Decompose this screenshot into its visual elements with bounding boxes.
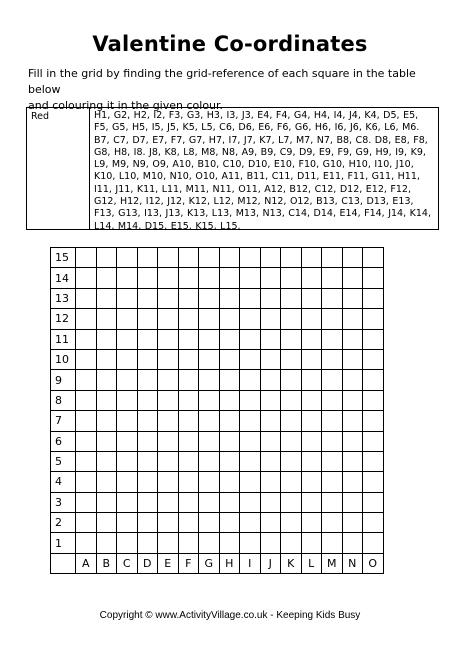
coordinate-grid (50, 247, 384, 574)
grid-cell[interactable] (117, 288, 138, 308)
grid-row (51, 349, 384, 369)
grid-table (50, 247, 384, 574)
grid-cell[interactable] (240, 492, 261, 512)
grid-cell[interactable] (322, 513, 343, 533)
grid-cell[interactable] (158, 309, 179, 329)
grid-cell[interactable] (219, 451, 240, 471)
grid-row (51, 533, 384, 553)
grid-cell[interactable] (219, 472, 240, 492)
grid-cell[interactable] (281, 390, 302, 410)
grid-cell[interactable] (76, 513, 97, 533)
grid-cell[interactable] (178, 309, 199, 329)
grid-cell[interactable] (137, 492, 158, 512)
grid-cell[interactable] (158, 533, 179, 553)
row-label: 15 (51, 248, 76, 268)
grid-cell[interactable] (158, 329, 179, 349)
grid-cell[interactable] (178, 492, 199, 512)
grid-cell[interactable] (178, 329, 199, 349)
grid-cell[interactable] (240, 451, 261, 471)
grid-cell[interactable] (76, 390, 97, 410)
grid-cell[interactable] (76, 248, 97, 268)
grid-cell[interactable] (178, 349, 199, 369)
grid-cell[interactable] (137, 248, 158, 268)
grid-cell[interactable] (240, 533, 261, 553)
grid-cell[interactable] (260, 248, 281, 268)
grid-cell[interactable] (158, 451, 179, 471)
grid-cell[interactable] (137, 431, 158, 451)
grid-cell[interactable] (178, 390, 199, 410)
grid-cell[interactable] (96, 309, 117, 329)
grid-cell[interactable] (199, 451, 220, 471)
grid-cell[interactable] (240, 248, 261, 268)
grid-cell[interactable] (342, 248, 363, 268)
grid-row (51, 329, 384, 349)
grid-row (51, 309, 384, 329)
column-label: M (322, 553, 343, 573)
grid-cell[interactable] (96, 472, 117, 492)
grid-cell[interactable] (301, 309, 322, 329)
column-label: J (260, 553, 281, 573)
grid-cell[interactable] (281, 309, 302, 329)
row-label: 3 (51, 492, 76, 512)
grid-cell[interactable] (342, 533, 363, 553)
grid-cell[interactable] (137, 533, 158, 553)
grid-cell[interactable] (178, 288, 199, 308)
grid-cell[interactable] (96, 451, 117, 471)
grid-cell[interactable] (301, 329, 322, 349)
grid-cell[interactable] (96, 411, 117, 431)
grid-cell[interactable] (199, 248, 220, 268)
grid-cell[interactable] (76, 349, 97, 369)
grid-cell[interactable] (117, 349, 138, 369)
grid-cell[interactable] (301, 472, 322, 492)
column-label: L (301, 553, 322, 573)
grid-row (51, 268, 384, 288)
grid-cell[interactable] (240, 390, 261, 410)
grid-cell[interactable] (117, 492, 138, 512)
grid-cell[interactable] (363, 329, 384, 349)
grid-cell[interactable] (363, 411, 384, 431)
grid-cell[interactable] (199, 492, 220, 512)
grid-cell[interactable] (117, 533, 138, 553)
column-label: C (117, 553, 138, 573)
grid-cell[interactable] (322, 411, 343, 431)
grid-row (51, 288, 384, 308)
grid-cell[interactable] (117, 248, 138, 268)
grid-cell[interactable] (342, 329, 363, 349)
grid-cell[interactable] (260, 349, 281, 369)
grid-cell[interactable] (219, 268, 240, 288)
grid-cell[interactable] (178, 451, 199, 471)
grid-cell[interactable] (219, 370, 240, 390)
grid-cell[interactable] (301, 349, 322, 369)
grid-cell[interactable] (342, 492, 363, 512)
grid-cell[interactable] (76, 288, 97, 308)
grid-cell[interactable] (342, 390, 363, 410)
grid-cell[interactable] (137, 513, 158, 533)
grid-cell[interactable] (281, 268, 302, 288)
grid-cell[interactable] (322, 349, 343, 369)
grid-cell[interactable] (260, 370, 281, 390)
column-label: H (219, 553, 240, 573)
grid-cell[interactable] (260, 288, 281, 308)
row-label: 7 (51, 411, 76, 431)
grid-cell[interactable] (363, 472, 384, 492)
grid-cell[interactable] (260, 411, 281, 431)
column-label: G (199, 553, 220, 573)
grid-cell[interactable] (76, 492, 97, 512)
grid-cell[interactable] (96, 533, 117, 553)
instructions-line-2: and colouring it in the given colour. (28, 99, 224, 112)
grid-cell[interactable] (137, 329, 158, 349)
column-label: A (76, 553, 97, 573)
grid-cell[interactable] (219, 533, 240, 553)
grid-cell[interactable] (260, 451, 281, 471)
row-label: 10 (51, 349, 76, 369)
row-label: 6 (51, 431, 76, 451)
grid-cell[interactable] (322, 268, 343, 288)
grid-cell[interactable] (96, 248, 117, 268)
grid-cell[interactable] (322, 248, 343, 268)
grid-cell[interactable] (322, 370, 343, 390)
grid-cell[interactable] (260, 492, 281, 512)
grid-cell[interactable] (219, 329, 240, 349)
grid-cell[interactable] (158, 472, 179, 492)
grid-cell[interactable] (199, 309, 220, 329)
grid-cell[interactable] (363, 513, 384, 533)
grid-cell[interactable] (137, 451, 158, 471)
row-label: 11 (51, 329, 76, 349)
grid-cell[interactable] (322, 472, 343, 492)
grid-cell[interactable] (158, 390, 179, 410)
grid-cell[interactable] (137, 370, 158, 390)
grid-cell[interactable] (219, 288, 240, 308)
grid-cell[interactable] (322, 288, 343, 308)
grid-cell[interactable] (199, 431, 220, 451)
grid-cell[interactable] (158, 411, 179, 431)
grid-cell[interactable] (96, 349, 117, 369)
corner-cell (51, 553, 76, 573)
grid-cell[interactable] (199, 329, 220, 349)
grid-cell[interactable] (158, 248, 179, 268)
grid-cell[interactable] (240, 513, 261, 533)
grid-cell[interactable] (199, 390, 220, 410)
grid-cell[interactable] (76, 309, 97, 329)
grid-cell[interactable] (219, 349, 240, 369)
grid-cell[interactable] (281, 411, 302, 431)
grid-cell[interactable] (240, 411, 261, 431)
grid-cell[interactable] (158, 492, 179, 512)
grid-cell[interactable] (301, 431, 322, 451)
colour-name-cell: Red (27, 108, 90, 229)
grid-cell[interactable] (260, 533, 281, 553)
grid-cell[interactable] (117, 451, 138, 471)
row-label: 9 (51, 370, 76, 390)
grid-cell[interactable] (301, 288, 322, 308)
grid-cell[interactable] (96, 288, 117, 308)
grid-cell[interactable] (363, 451, 384, 471)
grid-cell[interactable] (178, 248, 199, 268)
grid-cell[interactable] (199, 533, 220, 553)
grid-cell[interactable] (219, 492, 240, 512)
grid-cell[interactable] (281, 492, 302, 512)
grid-cell[interactable] (363, 533, 384, 553)
page-title: Valentine Co-ordinates (92, 32, 368, 56)
grid-cell[interactable] (240, 370, 261, 390)
grid-cell[interactable] (76, 411, 97, 431)
grid-cell[interactable] (137, 411, 158, 431)
grid-row (51, 370, 384, 390)
grid-cell[interactable] (363, 431, 384, 451)
grid-cell[interactable] (301, 390, 322, 410)
grid-cell[interactable] (322, 451, 343, 471)
grid-cell[interactable] (199, 472, 220, 492)
grid-cell[interactable] (117, 329, 138, 349)
grid-cell[interactable] (240, 268, 261, 288)
row-label: 4 (51, 472, 76, 492)
grid-cell[interactable] (240, 329, 261, 349)
row-label: 1 (51, 533, 76, 553)
grid-cell[interactable] (363, 370, 384, 390)
copyright-footer: Copyright © www.ActivityVillage.co.uk - Keeping Kids Busy (99, 610, 361, 621)
grid-cell[interactable] (260, 431, 281, 451)
grid-cell[interactable] (76, 268, 97, 288)
grid-cell[interactable] (96, 268, 117, 288)
grid-cell[interactable] (260, 268, 281, 288)
grid-cell[interactable] (117, 268, 138, 288)
grid-row (51, 472, 384, 492)
grid-cell[interactable] (240, 472, 261, 492)
grid-cell[interactable] (281, 533, 302, 553)
grid-cell[interactable] (240, 288, 261, 308)
grid-cell[interactable] (219, 309, 240, 329)
grid-cell[interactable] (199, 513, 220, 533)
grid-cell[interactable] (363, 349, 384, 369)
grid-cell[interactable] (178, 268, 199, 288)
grid-cell[interactable] (281, 513, 302, 533)
grid-cell[interactable] (301, 533, 322, 553)
grid-cell[interactable] (199, 268, 220, 288)
grid-cell[interactable] (301, 492, 322, 512)
grid-cell[interactable] (158, 370, 179, 390)
grid-cell[interactable] (178, 513, 199, 533)
grid-cell[interactable] (219, 513, 240, 533)
grid-cell[interactable] (342, 431, 363, 451)
grid-cell[interactable] (158, 431, 179, 451)
column-label: N (342, 553, 363, 573)
grid-cell[interactable] (158, 268, 179, 288)
grid-cell[interactable] (199, 349, 220, 369)
grid-cell[interactable] (96, 513, 117, 533)
grid-cell[interactable] (363, 492, 384, 512)
column-label-row (51, 553, 384, 573)
grid-row (51, 411, 384, 431)
grid-cell[interactable] (158, 288, 179, 308)
grid-row (51, 248, 384, 268)
grid-cell[interactable] (322, 309, 343, 329)
grid-cell[interactable] (137, 309, 158, 329)
column-label: K (281, 553, 302, 573)
grid-cell[interactable] (199, 288, 220, 308)
grid-cell[interactable] (342, 451, 363, 471)
grid-cell[interactable] (301, 451, 322, 471)
grid-cell[interactable] (301, 248, 322, 268)
grid-cell[interactable] (301, 268, 322, 288)
grid-cell[interactable] (178, 411, 199, 431)
grid-cell[interactable] (178, 533, 199, 553)
grid-cell[interactable] (322, 533, 343, 553)
grid-cell[interactable] (260, 390, 281, 410)
grid-cell[interactable] (240, 349, 261, 369)
grid-cell[interactable] (96, 390, 117, 410)
grid-cell[interactable] (76, 329, 97, 349)
grid-cell[interactable] (137, 390, 158, 410)
column-label: D (137, 553, 158, 573)
grid-cell[interactable] (219, 390, 240, 410)
grid-cell[interactable] (158, 349, 179, 369)
grid-cell[interactable] (322, 390, 343, 410)
grid-cell[interactable] (117, 370, 138, 390)
row-label: 2 (51, 513, 76, 533)
grid-cell[interactable] (281, 472, 302, 492)
grid-cell[interactable] (137, 472, 158, 492)
grid-cell[interactable] (260, 309, 281, 329)
grid-cell[interactable] (76, 431, 97, 451)
grid-references-cell: H1, G2, H2, I2, F3, G3, H3, I3, J3, E4, F4, G4, H4, I4, J4, K4, D5, E5, F5, G5, H5, I5, J5, K5, L5, C6, D6, E6, F6, G6, H6, I6, J6, K6, L6, M6. B7, C7, D7, E7, F7, G7, H7, I7, J7, K7, L7, M7, N7, B8, C8. D8, E8, F8, G8, H8, I8. J8, K8, L8, M8, N8, A9, B9, C9, D9, E9, F9, G9, H9, I9, K9, L9, M9, N9, O9, A10, B10, C10, D10, E10, F10, G10, H10, I10, J10, K10, L10, M10, N10, O10, A11, B11, C11, D11, E11, F11, G11, H11, I11, J11, K11, L11, M11, N11, O11, A12, B12, C12, D12, E12, F12, G12, H12, I12, J12, K12, L12, M12, N12, O12, B13, C13, D13, E13, F13, G13, I13, J13, K13, L13, M13, N13, C14, D14, E14, F14, J14, K14, L14, M14, D15, E15, K15, L15. (94, 110, 431, 232)
instructions-line-1: Fill in the grid by finding the grid-reference of each square in the table below (28, 67, 416, 96)
grid-cell[interactable] (322, 329, 343, 349)
grid-cell[interactable] (137, 288, 158, 308)
grid-cell[interactable] (240, 309, 261, 329)
grid-cell[interactable] (137, 349, 158, 369)
grid-cell[interactable] (117, 309, 138, 329)
grid-cell[interactable] (260, 329, 281, 349)
row-label: 13 (51, 288, 76, 308)
column-label: F (178, 553, 199, 573)
grid-cell[interactable] (219, 411, 240, 431)
grid-cell[interactable] (342, 349, 363, 369)
grid-row (51, 451, 384, 471)
grid-cell[interactable] (281, 431, 302, 451)
grid-cell[interactable] (281, 288, 302, 308)
grid-cell[interactable] (301, 411, 322, 431)
grid-cell[interactable] (363, 268, 384, 288)
grid-cell[interactable] (178, 472, 199, 492)
grid-cell[interactable] (260, 472, 281, 492)
grid-cell[interactable] (342, 288, 363, 308)
grid-cell[interactable] (219, 431, 240, 451)
grid-cell[interactable] (117, 431, 138, 451)
column-label: B (96, 553, 117, 573)
grid-cell[interactable] (342, 268, 363, 288)
row-label: 5 (51, 451, 76, 471)
grid-cell[interactable] (137, 268, 158, 288)
row-label: 12 (51, 309, 76, 329)
grid-cell[interactable] (117, 472, 138, 492)
grid-cell[interactable] (76, 533, 97, 553)
grid-cell[interactable] (281, 370, 302, 390)
grid-cell[interactable] (260, 513, 281, 533)
grid-row (51, 492, 384, 512)
grid-cell[interactable] (76, 472, 97, 492)
grid-cell[interactable] (240, 431, 261, 451)
grid-cell[interactable] (96, 431, 117, 451)
grid-cell[interactable] (281, 329, 302, 349)
colour-reference-table (26, 107, 439, 230)
grid-row (51, 431, 384, 451)
grid-cell[interactable] (363, 390, 384, 410)
grid-cell[interactable] (322, 492, 343, 512)
column-label: I (240, 553, 261, 573)
grid-cell[interactable] (117, 513, 138, 533)
grid-cell[interactable] (322, 431, 343, 451)
grid-cell[interactable] (342, 513, 363, 533)
grid-cell[interactable] (76, 370, 97, 390)
grid-cell[interactable] (117, 390, 138, 410)
grid-cell[interactable] (199, 411, 220, 431)
grid-cell[interactable] (342, 309, 363, 329)
grid-cell[interactable] (76, 451, 97, 471)
grid-row (51, 390, 384, 410)
grid-cell[interactable] (199, 370, 220, 390)
grid-cell[interactable] (363, 309, 384, 329)
grid-cell[interactable] (96, 370, 117, 390)
grid-cell[interactable] (342, 472, 363, 492)
grid-cell[interactable] (301, 513, 322, 533)
grid-cell[interactable] (281, 248, 302, 268)
grid-cell[interactable] (178, 431, 199, 451)
grid-row (51, 513, 384, 533)
grid-cell[interactable] (363, 248, 384, 268)
grid-cell[interactable] (158, 513, 179, 533)
grid-cell[interactable] (178, 370, 199, 390)
grid-cell[interactable] (281, 451, 302, 471)
column-label: O (363, 553, 384, 573)
column-label: E (158, 553, 179, 573)
row-label: 8 (51, 390, 76, 410)
grid-cell[interactable] (96, 329, 117, 349)
grid-cell[interactable] (301, 370, 322, 390)
grid-cell[interactable] (342, 411, 363, 431)
grid-cell[interactable] (96, 492, 117, 512)
grid-cell[interactable] (363, 288, 384, 308)
grid-cell[interactable] (281, 349, 302, 369)
row-label: 14 (51, 268, 76, 288)
grid-cell[interactable] (342, 370, 363, 390)
grid-cell[interactable] (219, 248, 240, 268)
grid-cell[interactable] (117, 411, 138, 431)
